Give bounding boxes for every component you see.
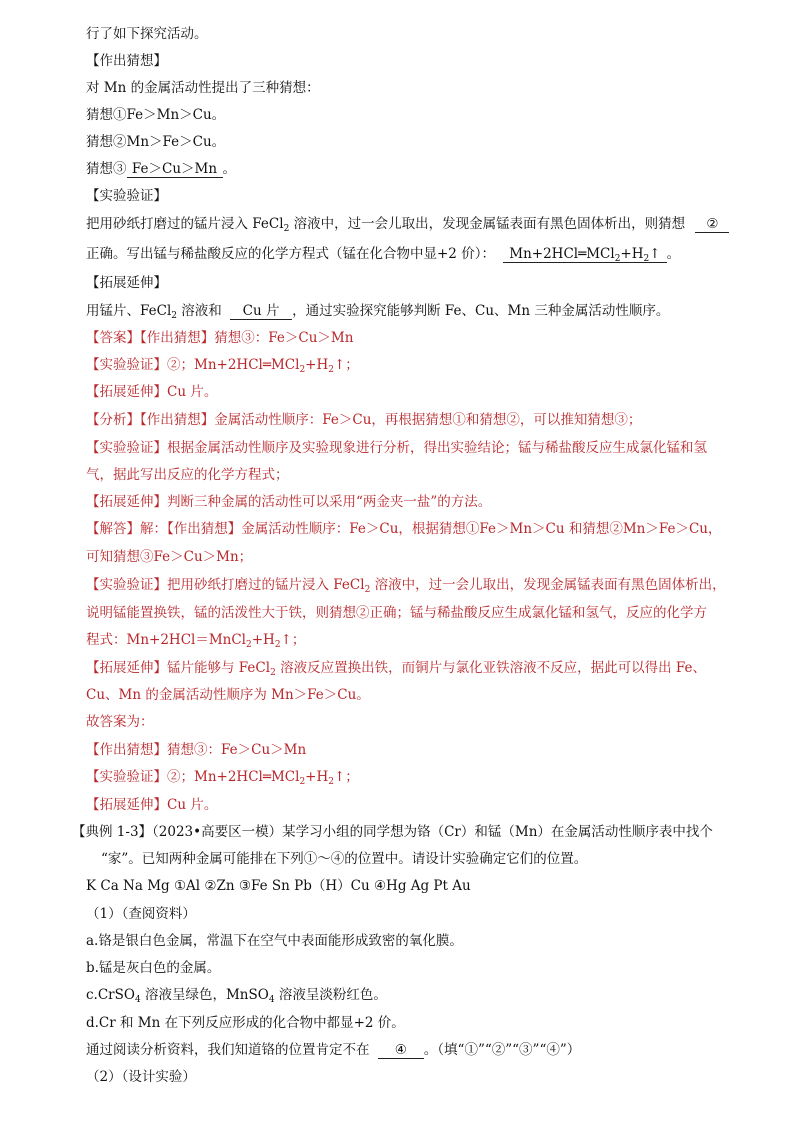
- example-heading: 【典例 1-3】（2023•高要区一模）某学习小组的同学想为铬（Cr）和锰（Mn）在金属活动性顺序表中找个: [72, 824, 713, 840]
- answer-blank-position: ④: [378, 1042, 424, 1059]
- material-c: c.CrSO$_4$ 溶液呈绿色，MnSO$_4$ 溶液呈淡粉红色。: [86, 987, 387, 1005]
- metal-activity-series: K Ca Na Mg ①Al ②Zn ③Fe Sn Pb（H）Cu ④Hg Ag Pt Au: [86, 878, 471, 894]
- example-question: 通过阅读分析资料，我们知道铬的位置肯定不在 ④ 。（填“①”“②”“③”“④”）: [86, 1042, 581, 1058]
- analysis-line-1: 【分析】【作出猜想】金属活动性顺序：Fe＞Cu，再根据猜想①和猜想②，可以推知猜想③；: [86, 412, 642, 428]
- answer-blank-guess-3: Fe＞Cu＞Mn: [127, 161, 223, 178]
- analysis-line-3: 气，据此写出反应的化学方程式；: [86, 467, 289, 483]
- analysis-line-4: 【拓展延伸】判断三种金属的活动性可以采用“两金夹一盐”的方法。: [86, 494, 492, 510]
- guess-3: 猜想③ Fe＞Cu＞Mn 。: [86, 161, 236, 177]
- solution-line-10: 【实验验证】②；$Mn+2HCl═MCl_2+H_2↑$；: [86, 769, 359, 787]
- answer-line-1: 【答案】【作出猜想】猜想③：Fe＞Cu＞Mn: [86, 330, 354, 346]
- example-part-2: （2）（设计实验）: [86, 1069, 196, 1085]
- material-d: d.Cr 和 Mn 在下列反应形成的化合物中都显+2 价。: [86, 1015, 405, 1031]
- answer-blank-extension: Cu 片: [230, 303, 292, 320]
- guess-2: 猜想②Mn＞Fe＞Cu。: [86, 134, 226, 150]
- solution-line-9: 【作出猜想】猜想③：Fe＞Cu＞Mn: [86, 742, 307, 758]
- solution-line-11: 【拓展延伸】Cu 片。: [86, 797, 218, 813]
- example-part-1: （1）（查阅资料）: [86, 906, 196, 922]
- solution-line-8: 故答案为：: [86, 714, 154, 730]
- answer-line-2: 【实验验证】②；$Mn+2HCl═MCl_2+H_2↑$；: [86, 357, 359, 375]
- verify-line-2: 正确。写出锰与稀盐酸反应的化学方程式（锰在化合物中显+2 价）： $Mn+2HCl═MCl_2+H_2↑$ 。: [86, 246, 681, 264]
- solution-line-6: 【拓展延伸】锰片能够与 FeCl$_2$ 溶液反应置换出铁，而铜片与氯化亚铁溶液不反应，据此可以得出 Fe、: [86, 660, 706, 678]
- guess-1: 猜想①Fe＞Mn＞Cu。: [86, 107, 226, 123]
- answer-blank-equation: $Mn+2HCl═MCl_2+H_2↑$: [503, 246, 666, 263]
- example-line-2: “家”。已知两种金属可能排在下列①～④的位置中。请设计实验确定它们的位置。: [101, 851, 588, 867]
- solution-line-4: 说明锰能置换铁，锰的活泼性大于铁，则猜想②正确；锰与稀盐酸反应生成氯化锰和氢气，反应的化学方: [86, 605, 707, 621]
- solution-line-7: Cu、Mn 的金属活动性顺序为 Mn＞Fe＞Cu。: [86, 687, 370, 703]
- analysis-line-2: 【实验验证】根据金属活动性顺序及实验现象进行分析，得出实验结论；锰与稀盐酸反应生成氯化锰和氢: [86, 440, 707, 456]
- solution-line-5: 程式：$Mn+2HCl=MnCl_2+H_2↑$；: [86, 632, 306, 650]
- section-heading-verify: 【实验验证】: [86, 188, 167, 204]
- guess-intro: 对 Mn 的金属活动性提出了三种猜想：: [86, 80, 320, 96]
- solution-line-2: 可知猜想③Fe＞Cu＞Mn；: [86, 549, 253, 565]
- section-heading-extension: 【拓展延伸】: [86, 275, 167, 291]
- intro-line: 行了如下探究活动。: [86, 26, 208, 42]
- section-heading-guess: 【作出猜想】: [86, 53, 167, 69]
- material-a: a.铬是银白色金属，常温下在空气中表面能形成致密的氧化膜。: [86, 933, 463, 949]
- solution-line-1: 【解答】解：【作出猜想】金属活动性顺序：Fe＞Cu，根据猜想①Fe＞Mn＞Cu 和猜想②Mn＞Fe＞Cu，: [86, 521, 722, 537]
- extension-line: 用锰片、FeCl$_2$ 溶液和 Cu 片 ，通过实验探究能够判断 Fe、Cu、Mn 三种金属活动性顺序。: [86, 303, 670, 321]
- answer-line-3: 【拓展延伸】Cu 片。: [86, 384, 218, 400]
- material-b: b.锰是灰白色的金属。: [86, 960, 221, 976]
- verify-line-1: 把用砂纸打磨过的锰片浸入 FeCl$_2$ 溶液中，过一会儿取出，发现金属锰表面有黑色固体析出，则猜想 ②: [86, 215, 729, 233]
- answer-blank-verify: ②: [695, 216, 729, 233]
- solution-line-3: 【实验验证】把用砂纸打磨过的锰片浸入 FeCl$_2$ 溶液中，过一会儿取出，发现金属锰表面有黑色固体析出，: [86, 577, 726, 595]
